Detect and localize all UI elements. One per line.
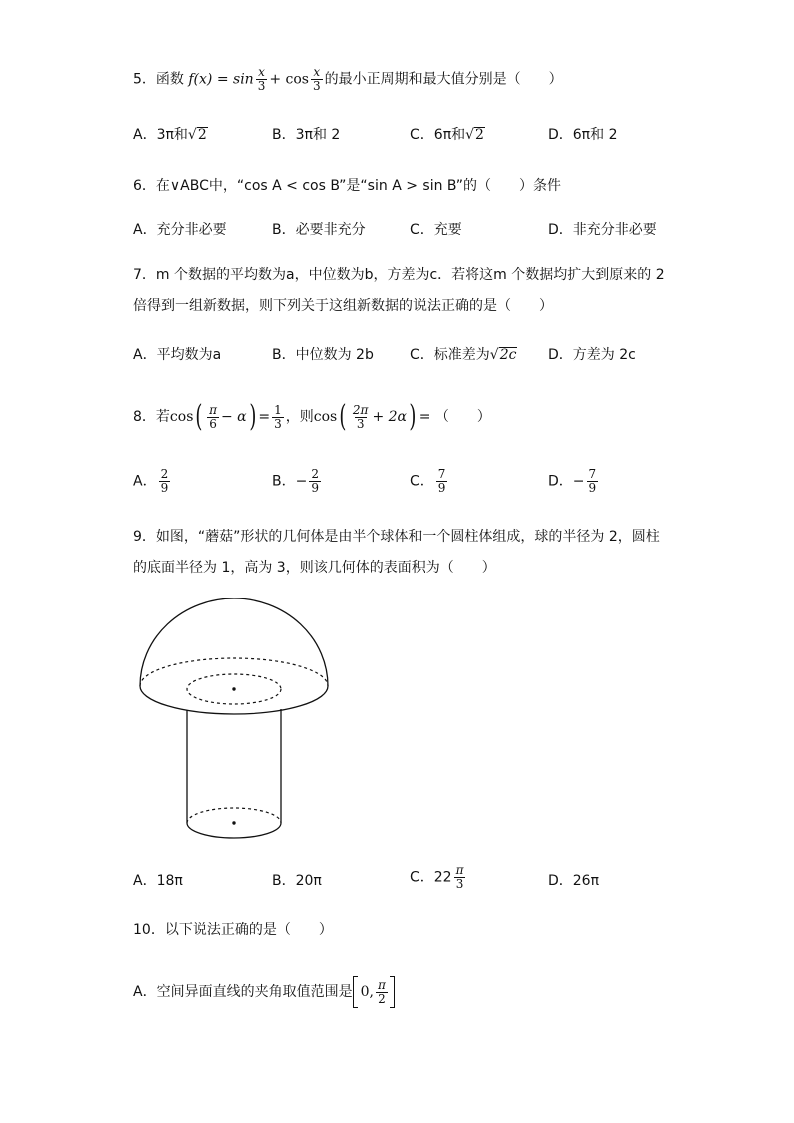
left-paren-icon: (: [339, 399, 347, 434]
right-paren-icon: ): [248, 399, 257, 434]
q6-option-d[interactable]: D．非充分非必要: [548, 222, 657, 238]
mushroom-figure: [130, 598, 340, 848]
right-bracket-icon: [390, 976, 395, 1008]
q8-a-frac: $\frac{2}{9}$: [160, 467, 169, 495]
q10-a-frac: $\frac{\pi}{2}$: [377, 977, 386, 1006]
q5-plus-cos: + cos: [269, 71, 309, 88]
q5-a-text: 3π和: [156, 127, 188, 143]
q8-plus-2alpha: + 2α: [372, 409, 407, 425]
q5-frac1-den: 3: [257, 79, 266, 93]
sqrt-icon: √2: [187, 127, 207, 143]
q9-c-frac: $\frac{\pi}{3}$: [455, 863, 464, 891]
q5-number: 5．: [133, 71, 156, 88]
q8-minus-alpha: − α: [221, 409, 247, 425]
bottom-center-dot: [232, 821, 235, 824]
question-9-line1: 9．如图，“蘑菇”形状的几何体是由半个球体和一个圆柱体组成，球的半径为 2，圆柱: [133, 529, 660, 545]
q5-c-label: C．: [410, 127, 434, 143]
q6-option-b[interactable]: B．必要非充分: [272, 222, 366, 238]
question-6-stem: 6．在∨ABC中，“cos A < cos B”是“sin A > sin B”的（ ）条件: [133, 178, 561, 194]
question-10-stem: 10．以下说法正确的是（ ）: [133, 922, 333, 938]
question-8-stem: [133, 399, 491, 434]
top-center-dot: [232, 687, 235, 690]
bottom-ellipse-front: [187, 823, 281, 838]
q9-option-d[interactable]: D．26π: [548, 873, 600, 889]
q8-option-a[interactable]: A． $\frac{2}{9}$: [133, 467, 169, 495]
q5-lead: 函数: [155, 71, 184, 88]
q8-number: 8．若: [133, 409, 170, 425]
q8-frac-2pi3: $\frac{2\pi}{3}$: [352, 402, 369, 431]
q5-c-text: 6π和: [433, 127, 466, 143]
right-paren-icon: ): [409, 399, 417, 434]
q10-a-text: A．空间异面直线的夹角取值范围是: [133, 984, 353, 1000]
hemisphere-arc: [140, 598, 328, 686]
q5-option-c[interactable]: [410, 126, 485, 144]
q5-frac-2: [311, 66, 323, 93]
left-paren-icon: (: [195, 399, 203, 434]
q8-then: ，则: [285, 409, 314, 425]
q10-option-a[interactable]: A．空间异面直线的夹角取值范围是 0, $\frac{\pi}{2}$: [133, 976, 395, 1008]
q7-option-b[interactable]: B．中位数为 2b: [272, 347, 374, 363]
q6-option-c[interactable]: C．充要: [410, 222, 462, 238]
sqrt-icon: √2: [465, 127, 484, 143]
q5-frac-1: [256, 66, 268, 93]
q5-a-label: A．: [133, 127, 157, 143]
q8-option-d[interactable]: D．− $\frac{7}{9}$: [548, 467, 597, 495]
q8-end: = （ ）: [418, 409, 491, 425]
q8-cos-2: cos: [313, 409, 338, 425]
bottom-ellipse-back: [187, 808, 281, 823]
rim-back: [140, 658, 328, 686]
question-7-line1: 7．m 个数据的平均数为a，中位数为b，方差为c．若将这m 个数据均扩大到原来的 2: [133, 267, 665, 283]
q5-option-a[interactable]: [133, 126, 208, 144]
sqrt-icon: √2c: [489, 347, 517, 363]
q7-c-text: C．标准差为: [410, 347, 490, 363]
q8-option-c[interactable]: C． $\frac{7}{9}$: [410, 467, 446, 495]
q7-option-c[interactable]: [410, 346, 517, 364]
q6-option-a[interactable]: A．充分非必要: [133, 222, 227, 238]
q9-option-b[interactable]: B．20π: [272, 873, 322, 889]
q9-option-a[interactable]: A．18π: [133, 873, 183, 889]
q8-d-frac: $\frac{7}{9}$: [588, 467, 597, 495]
q5-option-d[interactable]: D．6π和 2: [548, 127, 618, 143]
question-7-line2: 倍得到一组新数据，则下列关于这组新数据的说法正确的是（ ）: [133, 298, 553, 314]
q5-frac1-num: x: [258, 65, 265, 79]
q5-frac2-den: 3: [312, 79, 321, 93]
question-9-line2: 的底面半径为 1，高为 3，则该几何体的表面积为（ ）: [133, 560, 496, 576]
q9-option-c[interactable]: C．22 $\frac{\pi}{3}$: [410, 863, 464, 891]
q8-frac-pi6: $\frac{\pi}{6}$: [209, 402, 217, 431]
q7-option-d[interactable]: D．方差为 2c: [548, 347, 636, 363]
q8-eq: =: [258, 409, 271, 425]
q8-b-frac: $\frac{2}{9}$: [311, 467, 319, 495]
question-5-stem: [133, 66, 563, 93]
q7-option-a[interactable]: A．平均数为a: [133, 347, 222, 363]
q5-tail: 的最小正周期和最大值分别是（ ）: [324, 71, 563, 88]
q8-frac-1-3: $\frac{1}{3}$: [274, 402, 282, 431]
left-bracket-icon: [353, 976, 358, 1008]
q5-frac2-num: x: [313, 65, 321, 79]
q8-cos-1: cos: [169, 409, 194, 425]
q8-option-b[interactable]: B．− $\frac{2}{9}$: [272, 467, 319, 495]
q5-option-b[interactable]: B．3π和 2: [272, 127, 341, 143]
q5-fx: f(x) = sin: [188, 71, 254, 88]
q8-c-frac: $\frac{7}{9}$: [437, 467, 446, 495]
